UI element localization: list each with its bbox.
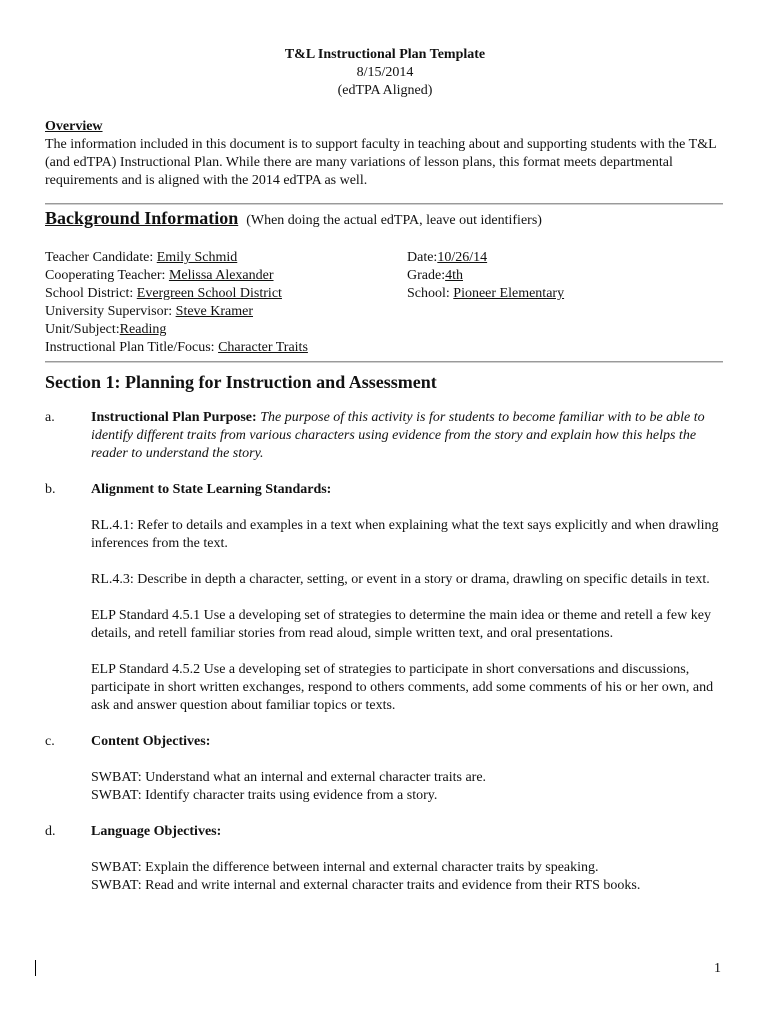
item-b (45, 481, 725, 499)
university-supervisor-line (45, 303, 407, 321)
field-label: Instructional Plan Title/Focus: (45, 340, 219, 355)
date-line (407, 249, 725, 267)
standard-paragraph: ELP Standard 4.5.1 Use a developing set of strategies to determine the main idea or theme and retell a few key details, and retell familiar stories from read aloud, simple written text, and oral presentations. (91, 608, 711, 641)
item-marker: a. (45, 410, 55, 425)
field-value: Character Traits (218, 340, 308, 355)
item-marker: d. (45, 824, 56, 839)
field-label: School District: (45, 286, 137, 301)
background-right-column (407, 249, 725, 357)
document-page (45, 46, 725, 895)
item-marker: b. (45, 482, 56, 497)
field-label: Cooperating Teacher: (45, 268, 169, 283)
field-value: Emily Schmid (156, 250, 238, 265)
item-d (45, 823, 725, 841)
item-a (45, 409, 725, 463)
standard-paragraph: RL.4.3: Describe in depth a character, setting, or event in a story or drama, drawling on specific details in text. (91, 572, 710, 587)
text-cursor (35, 960, 36, 976)
section-1-heading: Section 1: Planning for Instruction and Assessment (45, 372, 437, 392)
item-text: The purpose of this activity is for students to become familiar with to be able to identify different traits from various characters using evidence from the story and explain how this helps the reader to understand the story. (91, 410, 705, 461)
document-subtitle: (edTPA Aligned) (337, 83, 433, 98)
unit-subject-line (45, 321, 407, 339)
item-label: Alignment to State Learning Standards: (91, 482, 332, 497)
field-label: Grade: (407, 268, 446, 283)
field-label: School: (407, 286, 454, 301)
field-value: Melissa Alexander (168, 268, 274, 283)
field-value: Evergreen School District (136, 286, 282, 301)
grade-line (407, 267, 725, 285)
objective-line: SWBAT: Explain the difference between internal and external character traits by speaking. (91, 860, 599, 875)
field-label: Date: (407, 250, 438, 265)
document-date: 8/15/2014 (356, 65, 414, 80)
field-label: Teacher Candidate: (45, 250, 157, 265)
field-value: Steve Kramer (175, 304, 254, 319)
item-label: Language Objectives: (91, 824, 222, 839)
field-label: Unit/Subject: (45, 322, 120, 337)
overview-heading: Overview (45, 119, 103, 134)
item-marker: c. (45, 734, 55, 749)
plan-title-line (45, 339, 407, 357)
section-divider (45, 203, 723, 205)
teacher-candidate-line (45, 249, 407, 267)
background-note: (When doing the actual edTPA, leave out identifiers) (246, 213, 542, 228)
background-heading-row (45, 209, 725, 230)
background-left-column (45, 249, 407, 357)
overview-text: The information included in this document is to support faculty in teaching about and supporting students with the T&L (and edTPA) Instructional Plan. While there are many variations of lesson plans, this format meets departmental requirements and is aligned with the 2014 edTPA as well. (45, 137, 717, 188)
objective-line: SWBAT: Read and write internal and external character traits and evidence from their RTS books. (91, 878, 641, 893)
page-number: 1 (714, 961, 721, 976)
background-heading: Background Information (45, 208, 239, 228)
document-header (45, 46, 725, 100)
document-title: T&L Instructional Plan Template (284, 47, 486, 62)
objective-line: SWBAT: Understand what an internal and external character traits are. (91, 770, 487, 785)
field-value: 4th (445, 268, 463, 283)
school-line (407, 285, 725, 303)
item-c (45, 733, 725, 751)
background-info (45, 249, 725, 357)
field-value: Pioneer Elementary (453, 286, 565, 301)
field-value: 10/26/14 (437, 250, 488, 265)
item-label: Content Objectives: (91, 734, 211, 749)
field-label: University Supervisor: (45, 304, 176, 319)
item-label: Instructional Plan Purpose: (91, 410, 257, 425)
school-district-line (45, 285, 407, 303)
item-body (91, 409, 725, 463)
field-value: Reading (119, 322, 167, 337)
objective-line: SWBAT: Identify character traits using evidence from a story. (91, 788, 438, 803)
standard-paragraph: ELP Standard 4.5.2 Use a developing set of strategies to participate in short conversations and discussions, participate in short written exchanges, respond to others comments, add some comments of his or her own, and ask and answer question about familiar topics or texts. (91, 662, 714, 713)
section-divider (45, 361, 723, 363)
standard-paragraph: RL.4.1: Refer to details and examples in a text when explaining what the text says explicitly and when drawling inferences from the text. (91, 518, 719, 551)
cooperating-teacher-line (45, 267, 407, 285)
